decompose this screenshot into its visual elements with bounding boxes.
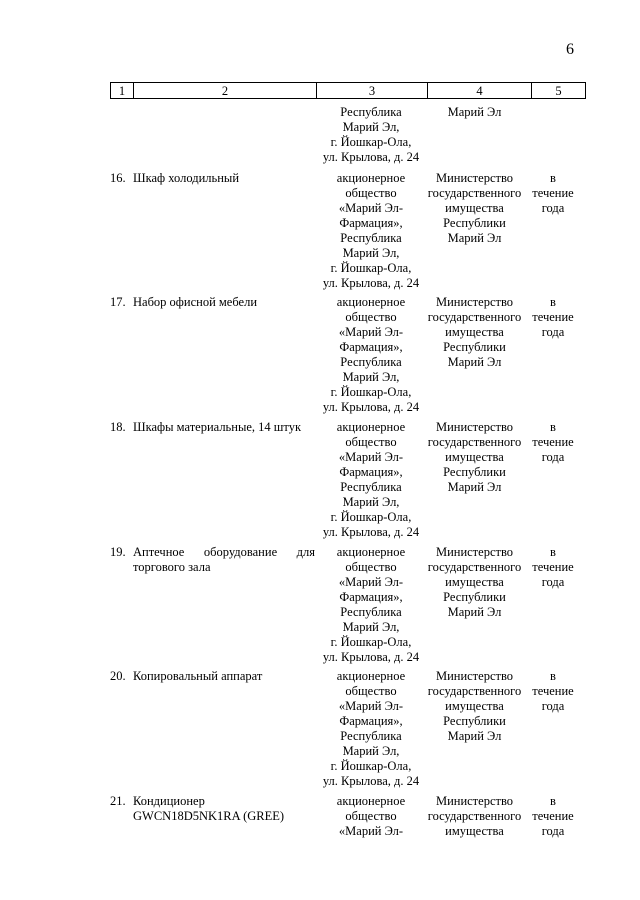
holder-line: Республика bbox=[340, 480, 402, 494]
item-term bbox=[526, 545, 580, 590]
ministry-line: Республики bbox=[443, 216, 506, 230]
holder-line: «Марий Эл- bbox=[338, 824, 404, 838]
item-ministry bbox=[423, 669, 526, 744]
continuation-ministry bbox=[423, 105, 526, 120]
term-line: в bbox=[550, 420, 556, 434]
term-line: в bbox=[550, 545, 556, 559]
row-number: 21. bbox=[110, 794, 126, 808]
ministry-line: Республики bbox=[443, 590, 506, 604]
holder-line: «Марий Эл- bbox=[338, 575, 404, 589]
item-term bbox=[526, 171, 580, 216]
ministry-line: Министерство bbox=[435, 295, 514, 309]
holder-line: Республика bbox=[340, 231, 402, 245]
holder-line: Марий Эл, bbox=[342, 495, 400, 509]
item-holder bbox=[315, 295, 427, 415]
header-col-4: 4 bbox=[428, 83, 532, 99]
ministry-line: государственного bbox=[427, 310, 522, 324]
holder-line: ул. Крылова, д. 24 bbox=[322, 650, 420, 664]
holder-line: «Марий Эл- bbox=[338, 450, 404, 464]
holder-line: Марий Эл, bbox=[342, 370, 400, 384]
ministry-line: Министерство bbox=[435, 794, 514, 808]
continuation-holder bbox=[315, 105, 427, 165]
holder-line: Марий Эл, bbox=[342, 246, 400, 260]
ministry-line: Марий Эл bbox=[447, 480, 502, 494]
term-line: года bbox=[541, 824, 565, 838]
holder-line: Фармация», bbox=[339, 340, 403, 354]
holder-line: г. Йошкар-Ола, bbox=[330, 135, 412, 149]
ministry-line: имущества bbox=[445, 575, 504, 589]
ministry-line: Республики bbox=[443, 465, 506, 479]
holder-line: ул. Крылова, д. 24 bbox=[322, 525, 420, 539]
ministry-line: имущества bbox=[445, 325, 504, 339]
term-line: в bbox=[550, 794, 556, 808]
ministry-line: имущества bbox=[445, 450, 504, 464]
holder-line: акционерное bbox=[336, 794, 406, 808]
holder-line: г. Йошкар-Ола, bbox=[330, 510, 412, 524]
holder-line: Республика bbox=[340, 105, 402, 119]
item-term bbox=[526, 794, 580, 839]
item-name bbox=[133, 669, 315, 684]
holder-line: Марий Эл, bbox=[342, 120, 400, 134]
holder-line: Фармация», bbox=[339, 216, 403, 230]
holder-line: Марий Эл, bbox=[342, 620, 400, 634]
name-line: торгового зала bbox=[133, 560, 211, 574]
ministry-line: Марий Эл bbox=[447, 605, 502, 619]
holder-line: Фармация», bbox=[339, 465, 403, 479]
holder-line: «Марий Эл- bbox=[338, 699, 404, 713]
item-name bbox=[133, 794, 315, 824]
holder-line: общество bbox=[345, 186, 397, 200]
holder-line: общество bbox=[345, 435, 397, 449]
holder-line: Фармация», bbox=[339, 714, 403, 728]
item-ministry bbox=[423, 794, 526, 839]
term-line: года bbox=[541, 575, 565, 589]
holder-line: г. Йошкар-Ола, bbox=[330, 635, 412, 649]
term-line: течение bbox=[532, 684, 574, 698]
ministry-line: Марий Эл bbox=[447, 231, 502, 245]
item-holder bbox=[315, 171, 427, 291]
page-number: 6 bbox=[566, 41, 574, 58]
holder-line: общество bbox=[345, 310, 397, 324]
header-col-2: 2 bbox=[134, 83, 317, 99]
item-name bbox=[133, 295, 315, 310]
ministry-line: Министерство bbox=[435, 669, 514, 683]
holder-line: г. Йошкар-Ола, bbox=[330, 385, 412, 399]
holder-line: акционерное bbox=[336, 545, 406, 559]
term-line: течение bbox=[532, 186, 574, 200]
row-number: 20. bbox=[110, 669, 126, 683]
item-holder bbox=[315, 794, 427, 839]
holder-line: Республика bbox=[340, 605, 402, 619]
name-line: Шкаф холодильный bbox=[133, 171, 240, 185]
ministry-line: имущества bbox=[445, 824, 504, 838]
header-col-1: 1 bbox=[111, 83, 134, 99]
term-line: в bbox=[550, 171, 556, 185]
row-number: 17. bbox=[110, 295, 126, 309]
holder-line: г. Йошкар-Ола, bbox=[330, 759, 412, 773]
holder-line: ул. Крылова, д. 24 bbox=[322, 774, 420, 788]
ministry-line: Министерство bbox=[435, 420, 514, 434]
ministry-line: Министерство bbox=[435, 545, 514, 559]
holder-line: ул. Крылова, д. 24 bbox=[322, 400, 420, 414]
ministry-line: государственного bbox=[427, 435, 522, 449]
holder-line: ул. Крылова, д. 24 bbox=[322, 276, 420, 290]
ministry-line: Марий Эл bbox=[447, 105, 502, 119]
table-header bbox=[110, 82, 586, 99]
term-line: течение bbox=[532, 809, 574, 823]
row-number: 16. bbox=[110, 171, 126, 185]
name-line: Кондиционер bbox=[133, 794, 205, 808]
name-line: Шкафы материальные, 14 штук bbox=[133, 420, 302, 434]
name-line: Набор офисной мебели bbox=[133, 295, 258, 309]
ministry-line: Марий Эл bbox=[447, 729, 502, 743]
row-number: 19. bbox=[110, 545, 126, 559]
holder-line: акционерное bbox=[336, 669, 406, 683]
item-holder bbox=[315, 545, 427, 665]
item-ministry bbox=[423, 295, 526, 370]
item-term bbox=[526, 295, 580, 340]
item-holder bbox=[315, 420, 427, 540]
name-line: Копировальный аппарат bbox=[133, 669, 263, 683]
item-holder bbox=[315, 669, 427, 789]
item-term bbox=[526, 420, 580, 465]
item-ministry bbox=[423, 420, 526, 495]
term-line: года bbox=[541, 325, 565, 339]
term-line: течение bbox=[532, 560, 574, 574]
ministry-line: государственного bbox=[427, 186, 522, 200]
holder-line: общество bbox=[345, 809, 397, 823]
ministry-line: Республики bbox=[443, 714, 506, 728]
ministry-line: государственного bbox=[427, 560, 522, 574]
holder-line: Республика bbox=[340, 355, 402, 369]
holder-line: «Марий Эл- bbox=[338, 325, 404, 339]
term-line: в bbox=[550, 669, 556, 683]
term-line: течение bbox=[532, 310, 574, 324]
term-line: в bbox=[550, 295, 556, 309]
holder-line: акционерное bbox=[336, 295, 406, 309]
item-name bbox=[133, 171, 315, 186]
term-line: года bbox=[541, 699, 565, 713]
item-ministry bbox=[423, 545, 526, 620]
holder-line: Марий Эл, bbox=[342, 744, 400, 758]
ministry-line: государственного bbox=[427, 684, 522, 698]
name-line: GWCN18D5NK1RA (GREE) bbox=[133, 809, 285, 823]
row-number: 18. bbox=[110, 420, 126, 434]
item-ministry bbox=[423, 171, 526, 246]
name-line: Аптечное оборудование для bbox=[133, 545, 315, 559]
ministry-line: Республики bbox=[443, 340, 506, 354]
term-line: течение bbox=[532, 435, 574, 449]
item-name bbox=[133, 545, 315, 575]
holder-line: общество bbox=[345, 684, 397, 698]
term-line: года bbox=[541, 450, 565, 464]
holder-line: общество bbox=[345, 560, 397, 574]
header-col-3: 3 bbox=[317, 83, 428, 99]
holder-line: акционерное bbox=[336, 171, 406, 185]
holder-line: Фармация», bbox=[339, 590, 403, 604]
ministry-line: Министерство bbox=[435, 171, 514, 185]
ministry-line: имущества bbox=[445, 699, 504, 713]
holder-line: г. Йошкар-Ола, bbox=[330, 261, 412, 275]
item-term bbox=[526, 669, 580, 714]
item-name bbox=[133, 420, 315, 435]
term-line: года bbox=[541, 201, 565, 215]
holder-line: «Марий Эл- bbox=[338, 201, 404, 215]
holder-line: акционерное bbox=[336, 420, 406, 434]
holder-line: ул. Крылова, д. 24 bbox=[322, 150, 420, 164]
ministry-line: Марий Эл bbox=[447, 355, 502, 369]
ministry-line: государственного bbox=[427, 809, 522, 823]
holder-line: Республика bbox=[340, 729, 402, 743]
header-col-5: 5 bbox=[532, 83, 586, 99]
ministry-line: имущества bbox=[445, 201, 504, 215]
